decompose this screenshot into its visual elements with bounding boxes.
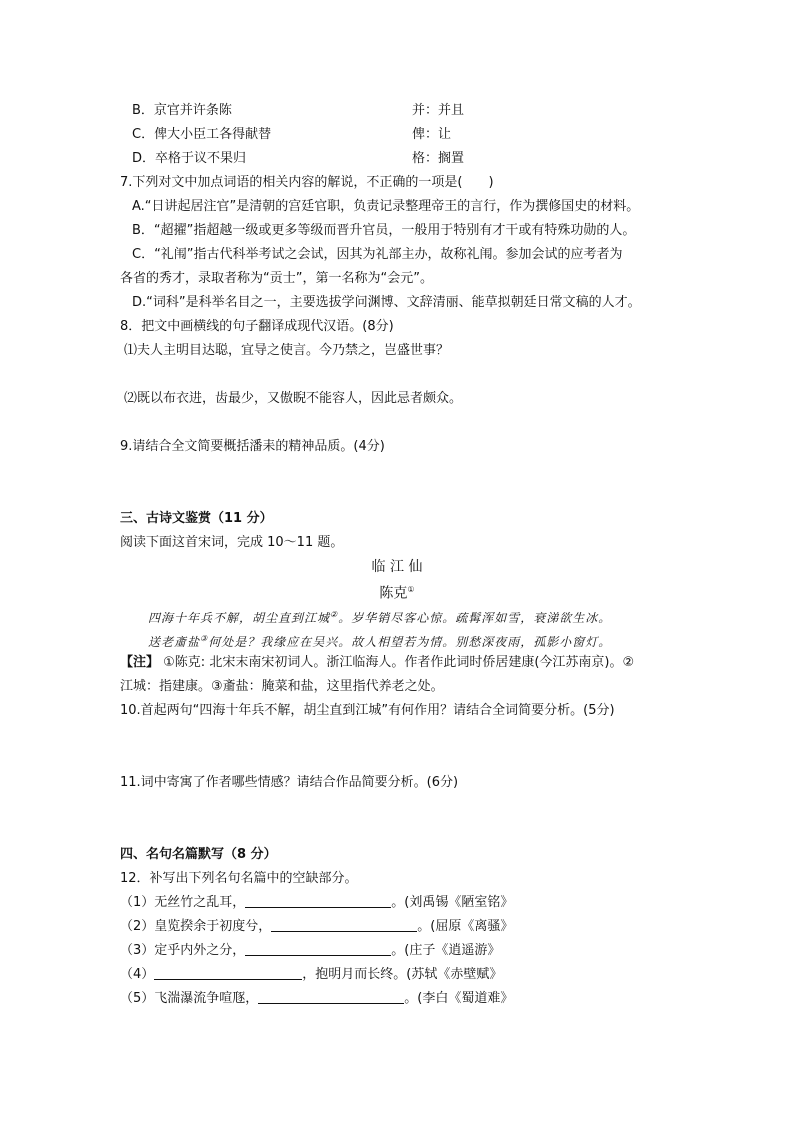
q7-option-c-line2: 各省的秀才，录取者称为“贡士”，第一名称为“会元”。 [120, 271, 433, 286]
q12-stem: 12．补写出下列名句名篇中的空缺部分。 [120, 871, 358, 886]
poem-text: 。岁华销尽客心惊。疏髯浑如雪，衰涕欲生冰。 [338, 611, 612, 625]
poem-notes-line-2: 江城：指建康。③齑盐：腌菜和盐，这里指代养老之处。 [120, 679, 444, 694]
fill-blank-item-1 [120, 894, 513, 912]
q8-stem: 8．把文中画横线的句子翻译成现代汉语。(8分) [120, 319, 394, 334]
option-gloss: 格：搁置 [412, 151, 465, 166]
poem-text: 四海十年兵不解，胡尘直到江城 [148, 611, 331, 625]
answer-blank[interactable] [271, 918, 417, 932]
author-name: 陈克 [379, 585, 408, 602]
option-gloss: 俾：让 [412, 127, 452, 142]
q11-stem: 11.词中寄寓了作者哪些情感？请结合作品简要分析。(6分) [120, 775, 459, 790]
item-source: 。(庄子《逍遥游》 [391, 943, 501, 958]
note-text: ①陈克: 北宋末南宋初词人。浙江临海人。作者作此词时侨居建康(今江苏南京)。② [163, 655, 635, 670]
q7-option-b: B．“超擢”指超越一级或更多等级而晋升官员，一般用于特别有才干或有特殊功勋的人。 [132, 223, 636, 238]
q6-option-c [132, 126, 452, 144]
answer-blank[interactable] [258, 990, 404, 1004]
footnote-marker: ② [330, 610, 339, 619]
option-label: D．卒格于议不果归 [132, 151, 247, 166]
q7-option-a: A.“日讲起居注官”是清朝的宫廷官职，负责记录整理帝王的言行，作为撰修国史的材料。 [132, 199, 640, 214]
poem-notes-line-1 [120, 654, 634, 672]
poem-author [0, 581, 794, 603]
q10-stem: 10.首起两句“四海十年兵不解，胡尘直到江城”有何作用？请结合全词简要分析。(5分) [120, 703, 615, 718]
option-gloss: 并：并且 [412, 103, 465, 118]
fill-blank-item-4 [120, 966, 502, 984]
q7-option-d: D.“词科”是科举名目之一，主要选拔学问渊博、文辞清丽、能草拟朝廷日常文稿的人才。 [132, 295, 641, 310]
fill-blank-item-5 [120, 990, 513, 1008]
q8-sentence-2: ⑵既以布衣进，齿最少，又傲睨不能容人，因此忌者颇众。 [124, 391, 463, 406]
q6-option-d [132, 150, 465, 168]
q7-option-c-line1: C．“礼闱”指古代科举考试之会试，因其为礼部主办，故称礼闱。参加会试的应考者为 [132, 247, 623, 262]
section3-title: 三、古诗文鉴赏（11 分） [120, 511, 273, 526]
note-label: 【注】 [120, 655, 160, 670]
footnote-marker: ③ [200, 634, 209, 643]
answer-blank[interactable] [245, 894, 391, 908]
option-label: C．俾大小臣工各得献替 [132, 127, 272, 142]
poem-text: 何处是？我缘应在吴兴。故人相望若为情。别愁深夜雨，孤影小窗灯。 [208, 635, 612, 649]
item-prefix: （2）皇览揆余于初度兮， [120, 919, 272, 934]
q8-sentence-1: ⑴夫人主明目达聪，宜导之使言。今乃禁之，岂盛世事？ [124, 343, 450, 358]
q6-option-b [132, 102, 465, 120]
item-source: 。(李白《蜀道难》 [404, 991, 514, 1006]
item-source: 。(刘禹锡《陋室铭》 [391, 895, 514, 910]
item-prefix: （1）无丝竹之乱耳， [120, 895, 246, 910]
poem-title: 临 江 仙 [371, 559, 423, 575]
poem-text: 送老齑盐 [148, 635, 201, 649]
q7-stem: 7.下列对文中加点词语的相关内容的解说，不正确的一项是( ) [120, 175, 494, 190]
section4-title: 四、名句名篇默写（8 分） [120, 847, 277, 862]
fill-blank-item-3 [120, 942, 500, 960]
section3-intro: 阅读下面这首宋词，完成 10～11 题。 [120, 535, 344, 550]
fill-blank-item-2 [120, 918, 513, 936]
answer-blank[interactable] [245, 942, 391, 956]
item-prefix: （3）定乎内外之分， [120, 943, 246, 958]
footnote-marker: ① [407, 585, 415, 594]
q9-stem: 9.请结合全文简要概括潘耒的精神品质。(4分) [120, 439, 385, 454]
item-source: 。(屈原《离骚》 [417, 919, 514, 934]
option-label: B．京官并许条陈 [132, 103, 232, 118]
item-source: ，抱明月而长终。(苏轼《赤壁赋》 [302, 967, 503, 982]
answer-blank[interactable] [154, 966, 302, 980]
poem-line-2 [148, 630, 611, 651]
poem-line-1 [148, 606, 611, 627]
item-prefix: （5）飞湍瀑流争喧豗， [120, 991, 259, 1006]
item-prefix: （4） [120, 967, 155, 982]
